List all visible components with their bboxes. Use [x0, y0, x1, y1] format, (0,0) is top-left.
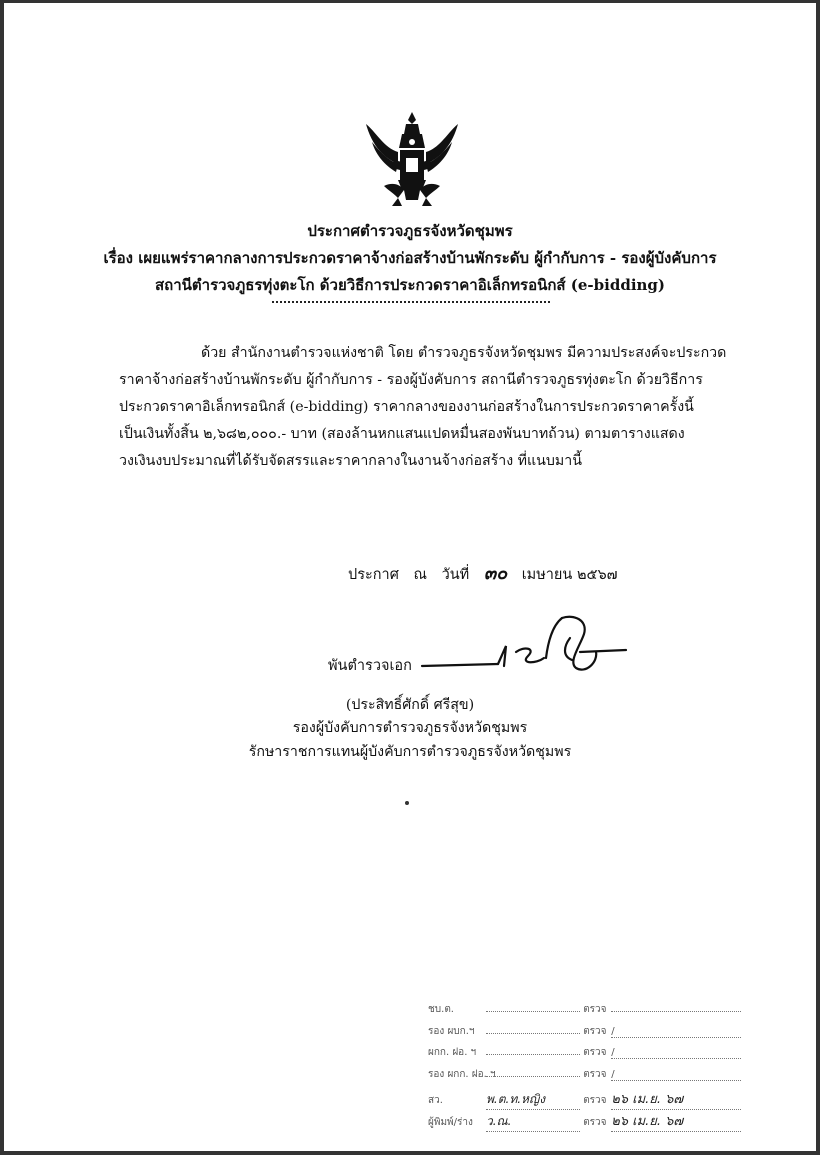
stamp-check-label: ตรวจ — [583, 1047, 607, 1058]
stamp-check-label: ตรวจ — [583, 1004, 607, 1015]
announce-at: ณ — [413, 567, 427, 583]
subject-line-1: เรื่อง เผยแพร่ราคากลางการประกวดราคาจ้างก่อสร้างบ้านพักระดับ ผู้กำกับการ - รองผู้บังคับการ — [103, 249, 717, 267]
handwritten-day: ๓๐ — [483, 563, 508, 584]
announcement-date — [348, 558, 628, 587]
stamp-date: / — [611, 1069, 741, 1081]
stamp-check-label: ตรวจ — [583, 1116, 607, 1128]
stamp-note — [486, 1033, 580, 1034]
stamp-check-label: ตรวจ — [583, 1025, 607, 1037]
announce-label: ประกาศ — [348, 567, 399, 583]
month-year: เมษายน ๒๕๖๗ — [521, 567, 618, 583]
routing-stamp — [428, 1002, 788, 1131]
scan-speck — [405, 801, 409, 805]
day-label: วันที่ — [441, 567, 470, 583]
stamp-check-label: ตรวจ — [583, 1095, 607, 1106]
scan-border-right — [816, 0, 820, 1155]
stamp-note — [486, 1011, 580, 1012]
stamp-label: ผกก. ฝอ. ฯ — [428, 1047, 477, 1058]
body-line: ด้วย สำนักงานตำรวจแห่งชาติ โดย ตำรวจภูธรจังหวัดชุมพร มีความประสงค์จะประกวด — [201, 345, 727, 361]
stamp-date — [611, 1011, 741, 1012]
stamp-label: สว. — [428, 1095, 443, 1106]
stamp-date: ๒๖ เม.ย. ๖๗ — [611, 1088, 741, 1110]
stamp-label: รอง ผบก.ฯ — [428, 1025, 475, 1037]
stamp-check-label: ตรวจ — [583, 1068, 607, 1080]
stamp-row — [428, 1110, 788, 1132]
signer-position: รองผู้บังคับการตำรวจภูธรจังหวัดชุมพร — [292, 720, 528, 736]
scan-border-left — [0, 0, 4, 1155]
body-line: ราคาจ้างก่อสร้างบ้านพักระดับ ผู้กำกับการ - รองผู้บังคับการ สถานีตำรวจภูธรทุ่งตะโก ด้วยวิธีการ — [119, 372, 703, 388]
stamp-note: พ.ต.ท.หญิง — [486, 1090, 580, 1110]
scan-border-top — [0, 0, 820, 3]
stamp-row — [428, 1067, 788, 1089]
signer-name: (ประสิทธิ์ศักดิ์ ศรีสุข) — [345, 697, 475, 713]
stamp-row — [428, 1088, 788, 1110]
stamp-date: ๒๖ เม.ย. ๖๗ — [611, 1110, 741, 1132]
stamp-date: / — [611, 1026, 741, 1038]
handwritten-signature — [420, 612, 630, 682]
stamp-note: ว.ณ. — [486, 1112, 580, 1132]
body-line: วงเงินงบประมาณที่ได้รับจัดสรรและราคากลางในงานจ้างก่อสร้าง ที่แนบมานี้ — [119, 453, 582, 469]
announcement-title: ประกาศตำรวจภูธรจังหวัดชุมพร — [307, 222, 513, 240]
signer-acting-position: รักษาราชการแทนผู้บังคับการตำรวจภูธรจังหวัดชุมพร — [248, 744, 572, 760]
stamp-row — [428, 1024, 788, 1046]
body-line: เป็นเงินทั้งสิ้น ๒,๖๘๒,๐๐๐.- บาท (สองล้านหกแสนแปดหมื่นสองพันบาทถ้วน) ตามตารางแสดง — [119, 426, 685, 442]
stamp-label: ชบ.ต. — [428, 1004, 454, 1015]
signer-rank: พันตำรวจเอก — [328, 658, 412, 674]
stamp-note — [486, 1054, 580, 1055]
garuda-emblem — [358, 108, 466, 208]
stamp-note — [486, 1076, 580, 1077]
stamp-row — [428, 1002, 788, 1024]
scan-border-bottom — [0, 1151, 820, 1155]
title-divider — [272, 301, 550, 303]
body-paragraph — [119, 340, 727, 475]
subject-line-2: สถานีตำรวจภูธรทุ่งตะโก ด้วยวิธีการประกวดราคาอิเล็กทรอนิกส์ (e-bidding) — [154, 276, 666, 294]
body-line: ประกวดราคาอิเล็กทรอนิกส์ (e-bidding) ราคากลางของงานก่อสร้างในการประกวดราคาครั้งนี้ — [119, 399, 694, 415]
stamp-date: / — [611, 1047, 741, 1059]
stamp-label: รอง ผกก. ฝอ. ฯ — [428, 1068, 496, 1080]
stamp-row — [428, 1045, 788, 1067]
stamp-label: ผู้พิมพ์/ร่าง — [428, 1116, 473, 1128]
